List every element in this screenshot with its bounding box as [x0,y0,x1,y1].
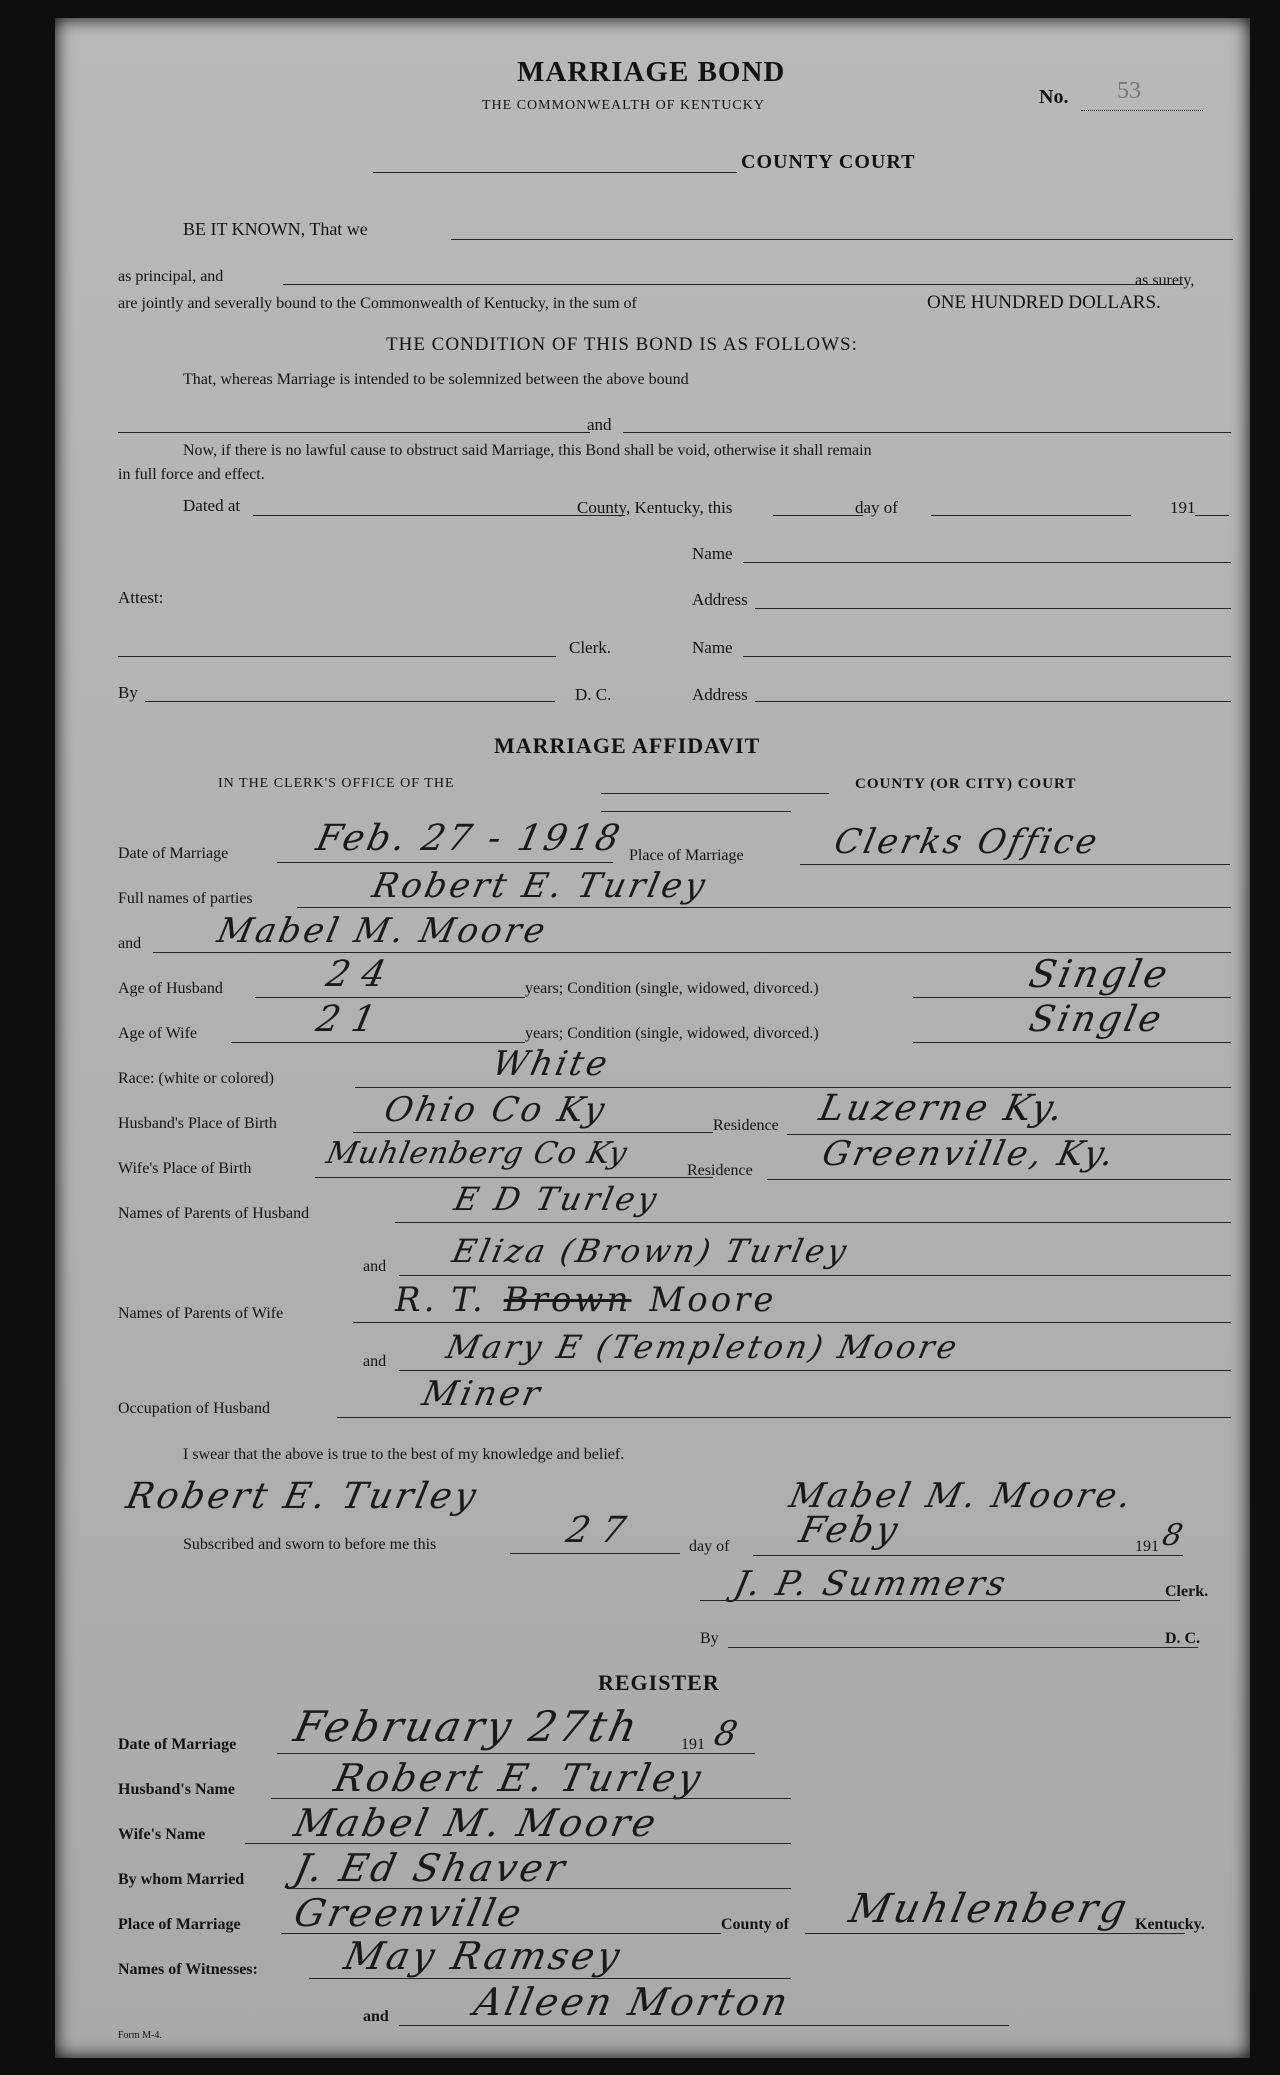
race-value: White [488,1044,614,1084]
condition-husband-value: Single [1025,952,1175,996]
condition-heading: THE CONDITION OF THIS BOND IS AS FOLLOWS: [386,334,858,355]
race-label: Race: (white or colored) [118,1070,274,1087]
attest-clerk: Clerk. [569,638,612,657]
affidavit-dc: D. C. [1165,1630,1201,1647]
parties-and: and [118,935,142,952]
age-husband-value: 24 [322,954,402,995]
occupation-value: Miner [418,1374,547,1414]
bond-number-label: No. [1039,86,1069,108]
register-wife: Mabel M. Moore [290,1801,663,1845]
husband-residence-label: Residence [713,1117,779,1134]
wife-residence-value: Greenville, Ky. [818,1134,1121,1174]
occupation-label: Occupation of Husband [118,1400,270,1417]
register-witnesses-label: Names of Witnesses: [118,1961,258,1978]
dated-day-of: day of [855,498,898,517]
condition-wife-value: Single [1025,999,1168,1040]
whereas-text: That, whereas Marriage is intended to be solemnized between the above bound [183,371,689,388]
county-court-label: COUNTY COURT [741,151,916,173]
affidavit-county-court: COUNTY (OR CITY) COURT [855,776,1077,792]
bound-and: and [587,415,612,434]
party-two-name: Mabel M. Moore [213,911,552,951]
husband-residence-value: Luzerne Ky. [815,1088,1070,1129]
register-kentucky: Kentucky. [1135,1916,1205,1933]
clerk-signature: J. P. Summers [730,1564,1012,1604]
register-county: Muhlenberg [845,1886,1134,1932]
register-witness-one: May Ramsey [340,1934,627,1978]
surety-name-label-1: Name [692,544,733,563]
register-witnesses-and: and [363,2008,389,2025]
mother-of-wife: Mary E (Templeton) Moore [442,1328,964,1366]
register-husband-label: Husband's Name [118,1781,235,1798]
register-date-value: February 27th [289,1702,645,1751]
father-of-husband: E D Turley [450,1180,663,1218]
parents-husband-and: and [363,1258,387,1275]
husband-birth-value: Ohio Co Ky [380,1090,611,1130]
wife-birth-label: Wife's Place of Birth [118,1160,252,1177]
wife-birth-value: Muhlenberg Co Ky [323,1136,631,1171]
parents-husband-label: Names of Parents of Husband [118,1205,310,1222]
wife-signature: Mabel M. Moore. [785,1476,1138,1516]
as-principal: as principal, and [118,268,224,285]
date-of-marriage-value: Feb. 27 - 1918 [312,818,627,859]
affidavit-title: MARRIAGE AFFIDAVIT [494,733,761,758]
surety-address-label-2: Address [692,685,748,704]
dated-year: 191 [1170,498,1196,517]
register-year-prefix: 191 [681,1736,705,1753]
as-surety: as surety, [1135,272,1195,289]
attest-by: By [118,683,138,702]
affidavit-by: By [700,1630,719,1647]
years-condition-wife: years; Condition (single, widowed, divorced.) [525,1025,819,1042]
register-by-whom-label: By whom Married [118,1871,245,1888]
father-of-wife [395,1280,777,1320]
father-of-wife-struck: Brown [503,1280,632,1320]
clerks-office-label: IN THE CLERK'S OFFICE OF THE [218,776,455,791]
register-husband: Robert E. Turley [330,1756,708,1800]
marriage-bond-document [55,18,1250,2058]
register-by-whom: J. Ed Shaver [290,1846,572,1890]
place-of-marriage-label: Place of Marriage [629,847,744,864]
surety-name-label-2: Name [692,638,733,657]
register-title: REGISTER [598,1670,720,1695]
mother-of-husband: Eliza (Brown) Turley [448,1232,853,1270]
party-one-name: Robert E. Turley [368,866,712,906]
attest-label: Attest: [118,588,164,607]
sworn-day: 27 [562,1510,642,1551]
parents-wife-label: Names of Parents of Wife [118,1305,284,1322]
register-place-label: Place of Marriage [118,1916,241,1933]
father-of-wife-initials: R. T. [395,1280,486,1320]
place-of-marriage-value: Clerks Office [830,822,1104,862]
sworn-month: Feby [795,1510,905,1551]
surety-address-label-1: Address [692,590,748,609]
father-of-wife-surname: Moore [649,1280,777,1320]
register-date-label: Date of Marriage [118,1736,237,1753]
age-wife-label: Age of Wife [118,1025,198,1042]
sworn-year-suffix: 8 [1159,1518,1189,1553]
swear-statement: I swear that the above is true to the best of my knowledge and belief. [183,1446,625,1463]
bond-title: MARRIAGE BOND [517,56,786,88]
now-if-line1: Now, if there is no lawful cause to obstruct said Marriage, this Bond shall be void, otherwise it shall remain [183,442,872,459]
register-year-suffix: 8 [710,1714,744,1754]
affidavit-clerk: Clerk. [1165,1583,1209,1600]
sworn-day-of: day of [689,1538,730,1555]
county-kentucky-this: County, Kentucky, this [577,498,733,517]
register-county-of: County of [721,1916,790,1933]
bond-number: 53 [1117,78,1141,104]
husband-birth-label: Husband's Place of Birth [118,1115,277,1132]
age-wife-value: 21 [312,999,392,1040]
full-names-label: Full names of parties [118,890,253,907]
subscribed-sworn: Subscribed and sworn to before me this [183,1536,437,1553]
wife-residence-label: Residence [687,1162,753,1179]
attest-dc: D. C. [575,685,612,704]
form-number: Form M-4. [118,2030,162,2041]
register-wife-label: Wife's Name [118,1826,206,1843]
register-place: Greenville [290,1891,529,1935]
bond-subtitle: THE COMMONWEALTH OF KENTUCKY [482,98,765,113]
age-husband-label: Age of Husband [118,980,223,997]
date-of-marriage-label: Date of Marriage [118,845,229,862]
dated-at: Dated at [183,496,241,515]
years-condition-husband: years; Condition (single, widowed, divorced.) [525,980,819,997]
husband-signature: Robert E. Turley [122,1476,483,1517]
now-if-line2: in full force and effect. [118,466,265,483]
parents-wife-and: and [363,1353,387,1370]
sworn-year-prefix: 191 [1135,1538,1159,1555]
be-it-known: BE IT KNOWN, That we [183,219,368,239]
bond-sum: ONE HUNDRED DOLLARS. [927,292,1161,313]
jointly-bound: are jointly and severally bound to the Commonwealth of Kentucky, in the sum of [118,295,637,312]
register-witness-two: Alleen Morton [470,1980,795,2024]
